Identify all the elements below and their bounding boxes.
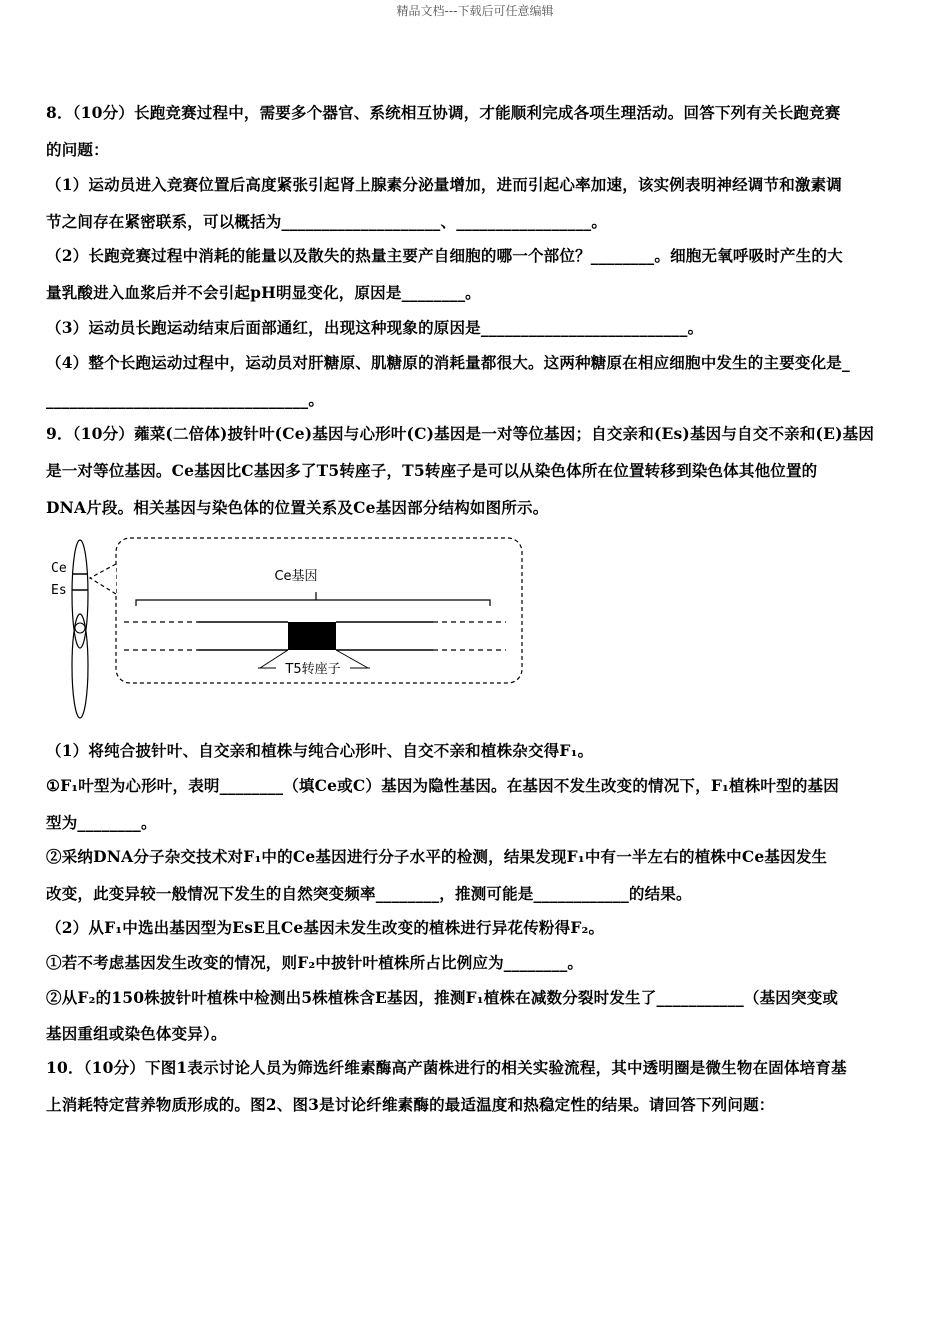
q9-line-2: 是一对等位基因。Ce基因比C基因多了T5转座子，T5转座子是可以从染色体所在位置转移到染色体其他位置的 [46,461,818,480]
gene-label: Ce基因 [274,569,318,584]
q8-part2-line-2: 量乳酸进入血浆后并不会引起pH明显变化，原因是________。 [46,283,481,302]
q9-part1-sub2-line-2: 改变，此变异较一般情况下发生的自然突变频率________，推测可能是____________的结果。 [46,884,692,903]
q9-part2-sub1: ①若不考虑基因发生改变的情况，则F₂中披针叶植株所占比例应为________。 [46,953,584,972]
q8-part4-line-1: （4）整个长跑运动过程中，运动员对肝糖原、肌糖原的消耗量都很大。这两种糖原在相应细胞中发生的主要变化是_ [46,353,850,372]
q8-part1-line-2: 节之间存在紧密联系，可以概括为____________________、_________________。 [46,212,608,231]
centromere [75,623,85,633]
q9-part2-intro: （2）从F₁中选出基因型为EsE且Ce基因未发生改变的植株进行异花传粉得F₂。 [46,918,605,937]
q10-line-2: 上消耗特定营养物质形成的。图2、图3是讨论纤维素酶的最适温度和热稳定性的结果。请回答下列问题： [46,1095,775,1114]
q9-part1-sub1-line-2: 型为________。 [46,813,157,832]
q9-part1-sub1-line-1: ①F₁叶型为心形叶，表明________（填Ce或C）基因为隐性基因。在基因不发生改变的情况下，F₁植株叶型的基因 [46,776,839,795]
q8-line-2: 的问题： [46,140,109,159]
q9-line-1: 9．（10分）蕹菜(二倍体)披针叶(Ce)基因与心形叶(C)基因是一对等位基因；自交亲和(Es)基因与自交不亲和(E)基因 [46,424,875,443]
q9-part2-sub2-line-2: 基因重组或染色体变异）。 [46,1024,227,1043]
q8-part2-line-1: （2）长跑竞赛过程中消耗的能量以及散失的热量主要产自细胞的哪一个部位？________。细胞无氧呼吸时产生的大 [46,246,843,265]
q9-part1-intro: （1）将纯合披针叶、自交亲和植株与纯合心形叶、自交不亲和植株杂交得F₁。 [46,741,594,760]
es-label: Es [51,583,67,598]
gene-bracket [136,600,490,606]
transposon-pointer-right [336,650,368,668]
q9-part1-sub2-line-1: ②采纳DNA分子杂交技术对F₁中的Ce基因进行分子水平的检测，结果发现F₁中有一半左右的植株中Ce基因发生 [46,847,828,866]
ce-label: Ce [51,561,67,576]
q8-part4-line-2: _________________________________。 [46,390,325,409]
t5-transposon-block [288,622,336,650]
transposon-label: T5转座子 [285,662,341,677]
gene-diagram-svg [48,534,528,722]
q8-part1-line-1: （1）运动员进入竞赛位置后高度紧张引起肾上腺素分泌量增加，进而引起心率加速，该实例表明神经调节和激素调 [46,175,842,194]
q10-line-1: 10．（10分）下图1表示讨论人员为筛选纤维素酶高产菌株进行的相关实验流程，其中透明圈是微生物在固体培育基 [46,1058,847,1077]
q9-part2-sub2-line-1: ②从F₂的150株披针叶植株中检测出5株植株含E基因，推测F₁植株在减数分裂时发生了___________（基因突变或 [46,988,839,1007]
q8-line-1: 8．（10分）长跑竞赛过程中，需要多个器官、系统相互协调，才能顺利完成各项生理活动。回答下列有关长跑竞赛 [46,103,841,122]
q9-line-3: DNA片段。相关基因与染色体的位置关系及Ce基因部分结构如图所示。 [46,498,549,517]
q8-part3: （3）运动员长跑运动结束后面部通红，出现这种现象的原因是__________________________。 [46,318,704,337]
gene-diagram [48,534,528,722]
page-header: 精品文档---下载后可任意编辑 [396,4,554,18]
callout-pointer [90,564,116,594]
transposon-pointer-left [260,650,288,668]
